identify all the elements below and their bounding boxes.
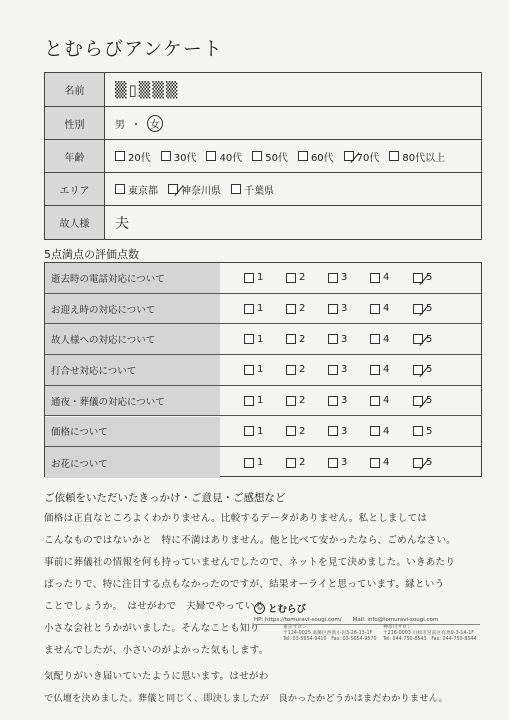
score-number: 4 [383,303,390,315]
score-number: 3 [341,272,348,284]
rating-score-option[interactable] [413,417,432,447]
rating-item-label: お迎え時の対応について [45,294,220,324]
score-number: 4 [383,395,390,407]
score-number: 5 [426,364,433,376]
score-number: 4 [383,333,390,345]
rating-score-option[interactable] [244,355,263,385]
comment-line: こんなものではないかと 特に不満はありません。他と比べて安かったなら、ごめんなさい。 [44,535,456,546]
rating-score-option[interactable] [244,417,263,447]
rating-score-option[interactable] [370,294,389,324]
age-row [45,140,481,173]
score-number: 5 [426,333,433,345]
rating-row [45,355,481,386]
score-number: 2 [299,272,306,284]
company-mail: Mail: info@tomuravi-sougi.com [352,617,439,623]
checkbox-checked[interactable] [413,273,423,283]
rating-score-option[interactable] [328,324,347,354]
comment-line: ことでしょうか。 はせがわで 夫婦でやっている [44,601,265,612]
area-options [115,173,284,205]
score-number: 2 [299,457,306,469]
office-kanagawa: 神奈川サロン 〒216-0003 川崎市宮前区有馬9-3-14-1F Tel: 044-750-8543 Fax: 044-750-8544 [383,625,477,642]
age-options [115,140,455,172]
checkbox[interactable] [328,396,338,406]
rating-score-option[interactable] [286,417,305,447]
checkbox[interactable] [286,273,296,283]
score-number: 1 [257,333,264,345]
rating-score-option[interactable] [370,386,389,416]
score-number: 5 [426,272,433,284]
name-value [115,73,179,106]
score-number: 3 [341,333,348,345]
checkbox[interactable] [370,458,380,468]
checkbox[interactable] [328,458,338,468]
name-redacted-scribble: ▒▯▒▒▒ [115,80,180,99]
rating-heading: 5点満点の評価点数 [44,248,139,261]
checkbox[interactable] [413,426,423,436]
rating-item-label: 故人様への対応について [45,324,220,354]
score-number: 2 [299,303,306,315]
checkbox[interactable] [370,426,380,436]
rating-score-option[interactable] [370,447,389,478]
checkbox[interactable] [298,151,308,161]
comment-line: 事前に葬儀社の情報を何も持っていませんでしたので、ネットを見て決めました。いきあたり [44,557,456,568]
rating-score-option[interactable] [244,294,263,324]
age-option[interactable]: 60代 [298,149,334,164]
checkbox[interactable] [328,334,338,344]
rating-score-option[interactable] [370,324,389,354]
age-option-checked[interactable]: 70代 [344,149,380,164]
checkbox[interactable] [231,184,241,194]
score-number: 1 [257,425,264,437]
score-number: 2 [299,395,306,407]
score-number: 1 [257,303,264,315]
checkbox[interactable] [252,151,262,161]
rating-score-option[interactable] [244,324,263,354]
score-number: 5 [426,395,433,407]
comment-line: 気配りがいき届いていたように思います。はせがわ [44,671,269,682]
name-row [45,73,481,107]
rating-score-option[interactable] [413,324,432,354]
area-label: エリア [45,173,105,205]
respondent-info-table [44,72,482,240]
checkbox-checked[interactable] [344,151,354,161]
area-row [45,173,481,206]
rating-score-option[interactable] [286,355,305,385]
rating-score-option[interactable] [328,355,347,385]
rating-score-option[interactable] [370,263,389,293]
deceased-row [45,206,481,239]
rating-item-label: 通夜・葬儀の対応について [45,386,220,416]
score-number: 5 [426,425,433,437]
rating-score-option[interactable] [244,263,263,293]
gender-option-male[interactable]: 男 [115,119,125,131]
checkbox[interactable] [370,334,380,344]
page-title: とむらびアンケート [44,38,223,60]
rating-row [45,417,481,448]
logo-icon [254,603,265,614]
age-option[interactable]: 20代 [115,149,151,164]
rating-score-option[interactable] [413,355,432,385]
comments-heading: ご依頼をいただいたきっかけ・ご意見・ご感想など [44,492,286,504]
comment-line: 小さな会社とうかがいました。そんなことも知り [44,623,260,634]
rating-item-label: 逝去時の電話対応について [45,263,220,293]
checkbox[interactable] [286,396,296,406]
score-number: 3 [341,395,348,407]
age-option[interactable]: 30代 [161,149,197,164]
checkbox-checked[interactable] [413,458,423,468]
rating-score-option[interactable] [286,263,305,293]
rating-score-option[interactable] [413,447,432,478]
rating-score-option[interactable] [370,417,389,447]
checkbox[interactable] [244,426,254,436]
age-label: 年齢 [45,140,105,172]
score-number: 3 [341,425,348,437]
checkbox-checked[interactable] [413,365,423,375]
checkbox[interactable] [286,365,296,375]
area-option[interactable]: 東京都 [115,182,158,197]
checkbox[interactable] [244,304,254,314]
checkbox[interactable] [115,184,125,194]
checkbox[interactable] [161,151,171,161]
checkbox[interactable] [328,273,338,283]
checkbox[interactable] [244,396,254,406]
checkbox[interactable] [244,458,254,468]
checkbox-checked[interactable] [413,334,423,344]
checkbox[interactable] [370,365,380,375]
company-logo: とむらび [254,601,306,615]
gender-separator: ・ [131,119,141,131]
company-hp[interactable]: HP: https://tomuravi-sougi.com/ Mail: info@tomuravi-sougi.com [254,617,439,623]
score-number: 5 [426,457,433,469]
checkbox[interactable] [286,458,296,468]
score-number: 1 [257,364,264,376]
rating-score-option[interactable] [413,263,432,293]
checkbox[interactable] [370,304,380,314]
rating-row [45,324,481,355]
score-number: 1 [257,272,264,284]
score-number: 4 [383,425,390,437]
score-number: 3 [341,303,348,315]
rating-score-option[interactable] [286,447,305,478]
deceased-label: 故人様 [45,206,105,239]
checkbox[interactable] [370,396,380,406]
checkbox-checked[interactable] [413,304,423,314]
age-option[interactable]: 80代以上 [389,149,445,164]
score-number: 1 [257,457,264,469]
score-number: 4 [383,457,390,469]
rating-score-option[interactable] [413,294,432,324]
gender-label: 性別 [45,107,105,139]
name-label: 名前 [45,73,105,106]
comment-line: ばったりで、特に注目する点もなかったのですが、結果オーライと思っています。縁という [44,579,445,590]
deceased-value[interactable]: 夫 [115,215,129,232]
checkbox-checked[interactable] [168,184,178,194]
rating-score-option[interactable] [244,447,263,478]
checkbox[interactable] [328,426,338,436]
rating-score-option[interactable] [328,417,347,447]
score-number: 3 [341,457,348,469]
checkbox-checked[interactable] [413,396,423,406]
rating-item-label: 打合せ対応について [45,355,220,385]
rating-row [45,263,481,294]
score-number: 2 [299,333,306,345]
age-option[interactable]: 40代 [206,149,242,164]
rating-score-option[interactable] [286,386,305,416]
comment-line: 価格は正直なところよくわかりません。比較するデータがありません。私としましては [44,513,428,524]
rating-score-option[interactable] [286,324,305,354]
score-number: 2 [299,425,306,437]
area-option[interactable]: 千葉県 [231,182,274,197]
rating-score-option[interactable] [413,386,432,416]
checkbox[interactable] [328,304,338,314]
checkbox[interactable] [244,273,254,283]
rating-item-label: お花について [45,447,220,478]
office-tokyo: 東京サロン 〒124-0025 葛飾区西新小岩3-26-13-1F Tel: 03-5654-9410 Fax: 03-5654-9570 [283,625,377,642]
comment-line: で仏壇を決めました。葬儀と同じく、即決しましたが 良かったかどうかはまだわかりません。 [44,693,449,704]
rating-table [44,262,482,477]
score-number: 5 [426,303,433,315]
rating-row [45,294,481,325]
checkbox[interactable] [389,151,399,161]
checkbox[interactable] [370,273,380,283]
score-number: 4 [383,364,390,376]
checkbox[interactable] [244,365,254,375]
score-number: 1 [257,395,264,407]
rating-item-label: 価格について [45,417,220,447]
comment-line: ませんでしたが、小さいのがよかった気もします。 [44,645,269,656]
score-number: 2 [299,364,306,376]
gender-row [45,107,481,140]
gender-option-female[interactable]: 女 [147,115,163,132]
checkbox[interactable] [115,151,125,161]
rating-score-option[interactable] [244,386,263,416]
rating-score-option[interactable] [328,386,347,416]
checkbox[interactable] [286,304,296,314]
score-number: 4 [383,272,390,284]
age-option[interactable]: 50代 [252,149,288,164]
rating-score-option[interactable] [328,263,347,293]
area-option-checked[interactable]: 神奈川県 [168,182,221,197]
rating-score-option[interactable] [328,294,347,324]
rating-row [45,447,481,478]
rating-score-option[interactable] [370,355,389,385]
checkbox[interactable] [328,365,338,375]
checkbox[interactable] [244,334,254,344]
rating-score-option[interactable] [286,294,305,324]
gender-options [115,107,163,139]
checkbox[interactable] [286,334,296,344]
score-number: 3 [341,364,348,376]
rating-row [45,386,481,417]
rating-score-option[interactable] [328,447,347,478]
checkbox[interactable] [286,426,296,436]
checkbox[interactable] [206,151,216,161]
